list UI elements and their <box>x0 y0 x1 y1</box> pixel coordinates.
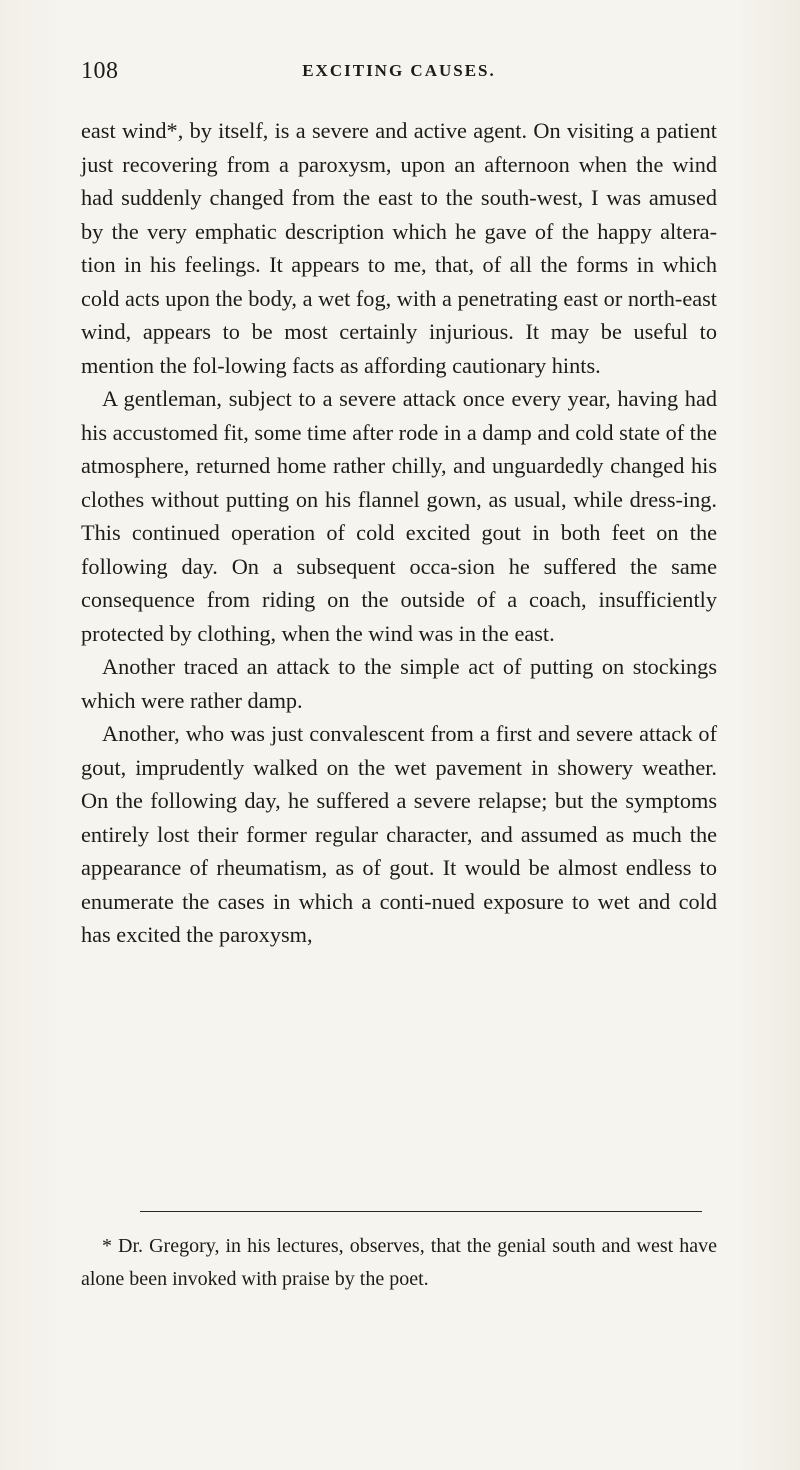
running-head <box>81 58 717 88</box>
paragraph: Another traced an attack to the simple act of putting on stockings which were rather damp. <box>81 654 717 713</box>
paragraph: east wind*, by itself, is a severe and active agent. On visiting a patient just recovering from a paroxysm, upon an afternoon when the wind had suddenly changed from the east to the south-west, I was amused by the very emphatic description which he gave of the happy altera-tion in his feelings. It appears to me, that, of all the forms in which cold acts upon the body, a wet fog, with a penetrating east or north-east wind, appears to be most certainly injurious. It may be useful to mention the fol-lowing facts as affording cautionary hints. <box>81 118 717 378</box>
paragraph: A gentleman, subject to a severe attack once every year, having had his accustomed fit, some time after rode in a damp and cold state of the atmosphere, returned home rather chilly, and unguardedly changed his clothes without putting on his flannel gown, as usual, while dress-ing. This continued operation of cold excited gout in both feet on the following day. On a subsequent occa-sion he suffered the same consequence from riding on the outside of a coach, insufficiently protected by clothing, when the wind was in the east. <box>81 386 717 646</box>
footnote-divider <box>140 1211 702 1212</box>
footnote: * Dr. Gregory, in his lectures, observes, that the genial south and west have alone been invoked with praise by the poet. <box>81 1235 717 1290</box>
paragraph: Another, who was just convalescent from a first and severe attack of gout, imprudently walked on the wet pavement in showery weather. On the following day, he suffered a severe relapse; but the symptoms entirely lost their former regular character, and assumed as much the appearance of rheumatism, as of gout. It would be almost endless to enumerate the cases in which a conti-nued exposure to wet and cold has excited the paroxysm, <box>81 721 717 947</box>
running-title: EXCITING CAUSES. <box>302 61 496 80</box>
page-number: 108 <box>81 58 119 84</box>
body-text <box>81 114 717 952</box>
